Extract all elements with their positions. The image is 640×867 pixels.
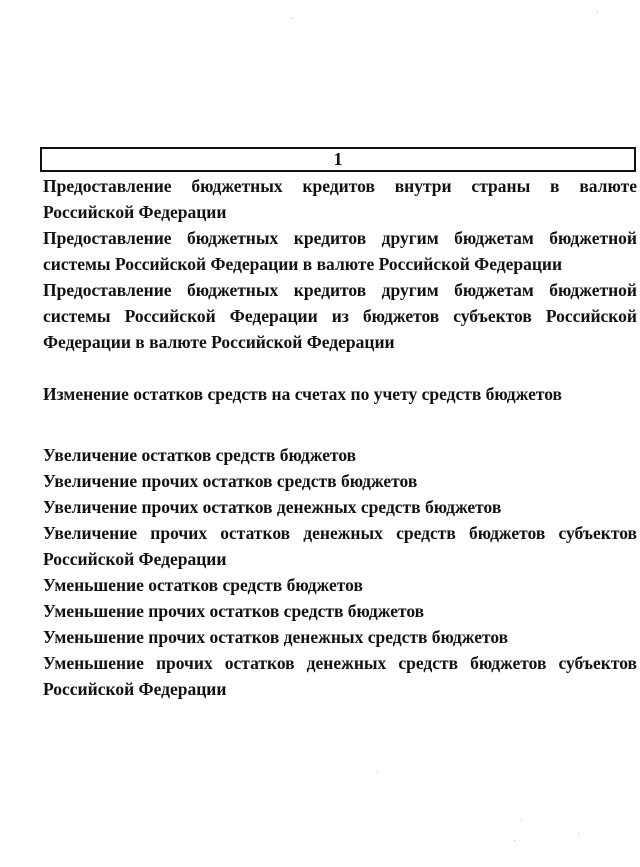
row-spacer (43, 433, 637, 442)
table-row: Уменьшение остатков средств бюджетов (43, 575, 363, 595)
table-row: Увеличение остатков средств бюджетов (43, 445, 357, 465)
scan-speck (514, 840, 515, 841)
column-header: 1 (40, 147, 636, 172)
scan-speck (597, 12, 598, 13)
table-row: Уменьшение прочих остатков средств бюджетов (43, 601, 425, 621)
table-row: Предоставление бюджетных кредитов другим бюджетам бюджетной системы Российской Федерации из бюджетов субъектов Российской Федерации в валюте Российской Федерации (43, 280, 637, 352)
row-spacer (43, 355, 637, 381)
scan-speck (292, 18, 293, 19)
scan-speck (377, 772, 378, 773)
table-row: Предоставление бюджетных кредитов внутри страны в валюте Российской Федерации (43, 176, 637, 222)
table-row: Изменение остатков средств на счетах по учету средств бюджетов (43, 384, 562, 404)
table-body (43, 173, 637, 702)
row-spacer (43, 407, 637, 433)
scan-speck (521, 820, 522, 821)
table-row: Предоставление бюджетных кредитов другим бюджетам бюджетной системы Российской Федерации в валюте Российской Федерации (43, 228, 637, 274)
table-row: Увеличение прочих остатков денежных средств бюджетов (43, 497, 502, 517)
table-row: Уменьшение прочих остатков денежных средств бюджетов субъектов Российской Федерации (43, 653, 637, 699)
table-row: Увеличение прочих остатков денежных средств бюджетов субъектов Российской Федерации (43, 523, 637, 569)
scan-speck (578, 833, 579, 834)
table-row: Уменьшение прочих остатков денежных средств бюджетов (43, 627, 509, 647)
table-row: Увеличение прочих остатков средств бюджетов (43, 471, 418, 491)
